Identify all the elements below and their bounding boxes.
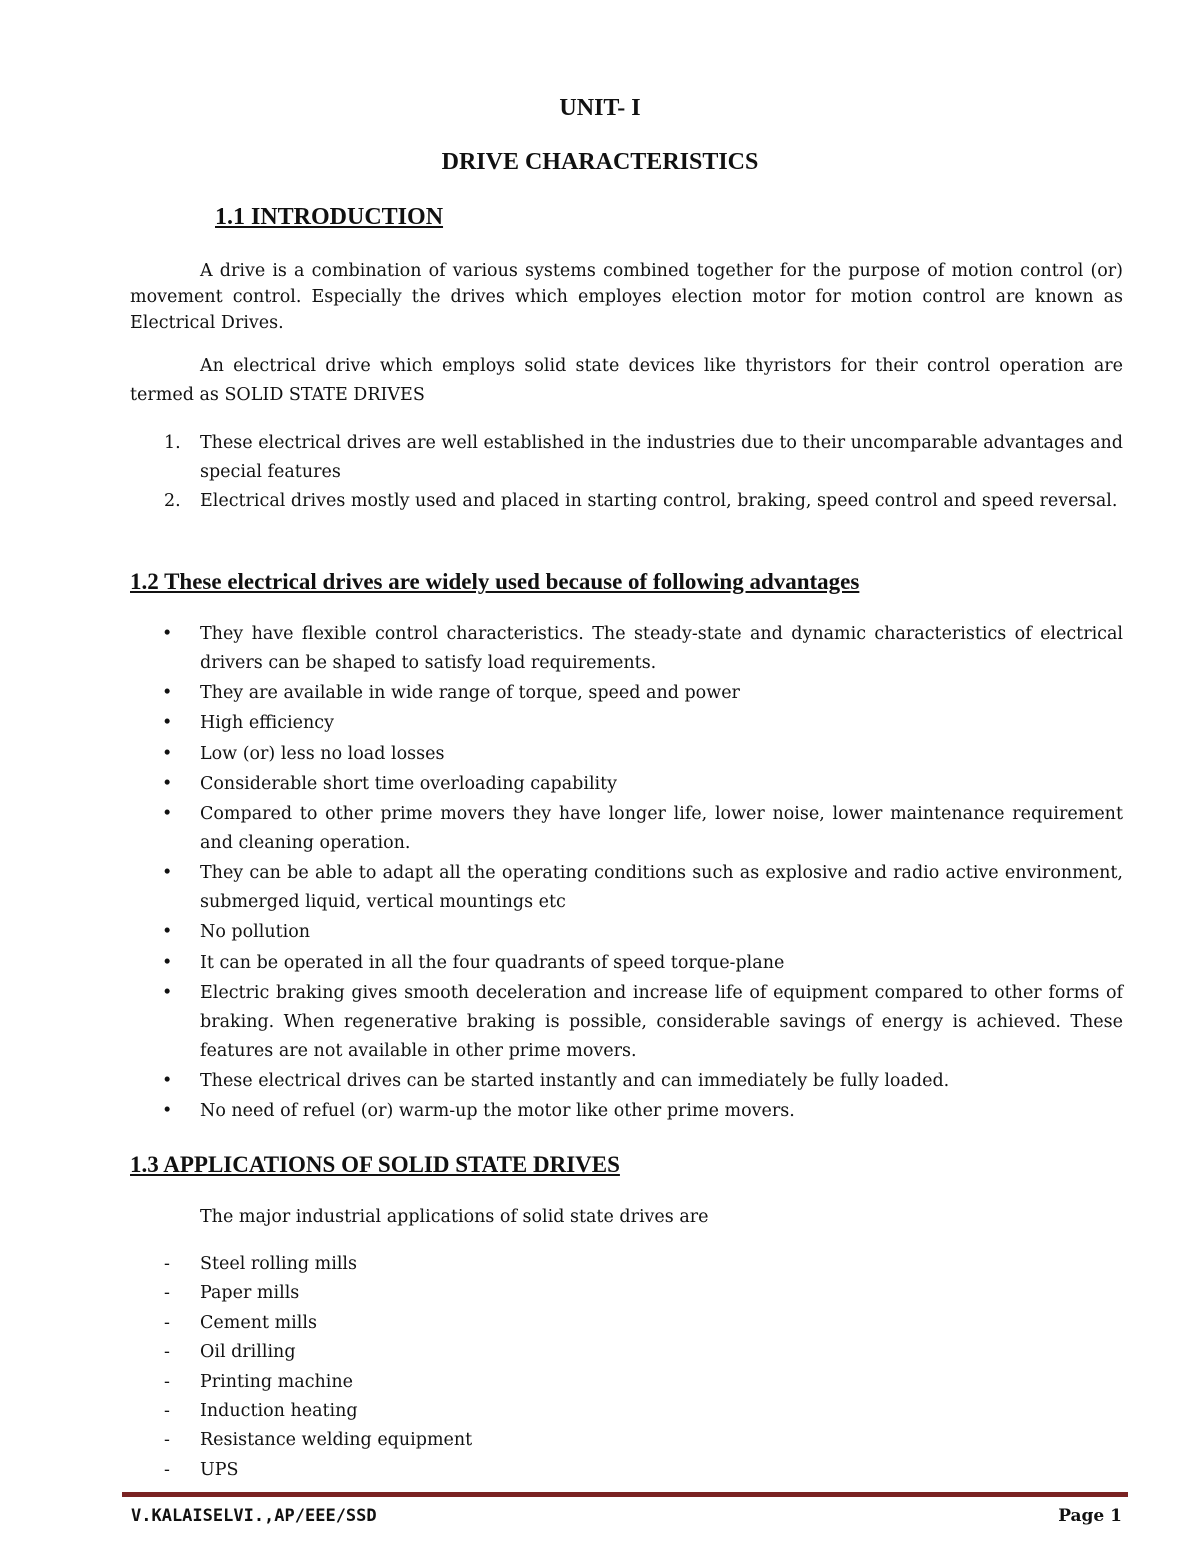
section-1-2-title: 1.2 These electrical drives are widely used because of following advantages xyxy=(130,569,860,594)
numbered-item xyxy=(130,487,1123,516)
bullet-marker: • xyxy=(162,863,173,884)
bullet-text: Low (or) less no load losses xyxy=(200,743,445,764)
application-text: UPS xyxy=(200,1459,239,1480)
application-text: Paper mills xyxy=(200,1283,300,1304)
dash-marker: - xyxy=(164,1283,170,1304)
bullet-item xyxy=(130,800,1123,858)
footer-rule xyxy=(122,1492,1128,1497)
dash-marker: - xyxy=(164,1371,170,1392)
bullet-marker: • xyxy=(162,743,173,764)
bullet-text: They have flexible control characteristics. The steady-state and dynamic characteristics of electrical drivers can be shaped to satisfy load requirements. xyxy=(200,624,1123,673)
bullet-text: Electric braking gives smooth deceleration and increase life of equipment compared to other forms of braking. When regenerative braking is possible, considerable savings of energy is achieved. These features are not available in other prime movers. xyxy=(200,982,1123,1061)
advantages-bullet-list xyxy=(130,620,1123,1127)
unit-heading: UNIT- I xyxy=(559,95,641,121)
applications-intro: The major industrial applications of solid state drives are xyxy=(200,1207,709,1227)
document-title: DRIVE CHARACTERISTICS xyxy=(441,149,759,175)
application-text: Resistance welding equipment xyxy=(200,1430,473,1451)
bullet-text: They can be able to adapt all the operating conditions such as explosive and radio active environment, submerged liquid, vertical mountings etc xyxy=(200,863,1123,913)
section-1-1-title: 1.1 INTRODUCTION xyxy=(215,204,444,230)
section-1-3-title: 1.3 APPLICATIONS OF SOLID STATE DRIVES xyxy=(130,1152,620,1177)
bullet-marker: • xyxy=(162,713,173,734)
application-item xyxy=(130,1397,1123,1426)
bullet-item xyxy=(130,770,1123,799)
application-item xyxy=(130,1456,1123,1485)
application-text: Induction heating xyxy=(200,1400,358,1421)
dash-marker: - xyxy=(164,1430,170,1451)
application-item xyxy=(130,1250,1123,1279)
application-text: Printing machine xyxy=(200,1371,353,1392)
numbered-item-text: Electrical drives mostly used and placed in starting control, braking, speed control and speed reversal. xyxy=(200,491,1118,511)
bullet-item xyxy=(130,859,1123,917)
bullet-text: No need of refuel (or) warm-up the motor like other prime movers. xyxy=(200,1101,795,1122)
bullet-marker: • xyxy=(162,803,173,824)
bullet-item xyxy=(130,1097,1123,1126)
bullet-marker: • xyxy=(162,922,173,943)
bullet-marker: • xyxy=(162,624,173,644)
bullet-marker: • xyxy=(162,683,173,704)
application-item xyxy=(130,1338,1123,1367)
bullet-item xyxy=(130,1067,1123,1096)
intro-paragraph-1: A drive is a combination of various systems combined together for the purpose of motion control (or) movement control. Especially the drives which employes election motor for motion control are known as Electrical Drives. xyxy=(130,261,1123,333)
bullet-item xyxy=(130,979,1123,1066)
number-marker: 1. xyxy=(164,433,181,453)
bullet-item xyxy=(130,679,1123,708)
applications-list xyxy=(130,1250,1123,1485)
dash-marker: - xyxy=(164,1459,170,1480)
bullet-text: No pollution xyxy=(200,922,311,943)
dash-marker: - xyxy=(164,1400,170,1421)
bullet-marker: • xyxy=(162,1070,173,1091)
bullet-text: These electrical drives can be started instantly and can immediately be fully loaded. xyxy=(200,1070,950,1091)
bullet-item xyxy=(130,918,1123,947)
bullet-text: Considerable short time overloading capability xyxy=(200,773,618,794)
application-item xyxy=(130,1279,1123,1308)
dash-marker: - xyxy=(164,1342,170,1363)
bullet-text: High efficiency xyxy=(200,713,334,734)
numbered-item-text: These electrical drives are well established in the industries due to their uncomparable advantages and special features xyxy=(200,433,1123,482)
numbered-item xyxy=(130,429,1123,487)
dash-marker: - xyxy=(164,1254,170,1274)
bullet-marker: • xyxy=(162,952,173,973)
bullet-item xyxy=(130,620,1123,678)
footer-author: V.KALAISELVI.,AP/EEE/SSD xyxy=(131,1506,377,1526)
application-text: Oil drilling xyxy=(200,1342,296,1363)
bullet-marker: • xyxy=(162,1101,173,1122)
bullet-text: It can be operated in all the four quadrants of speed torque-plane xyxy=(200,952,785,973)
advantages-numbered-list xyxy=(130,429,1123,516)
bullet-marker: • xyxy=(162,773,173,794)
footer-page-number: Page 1 xyxy=(1058,1506,1122,1526)
application-text: Cement mills xyxy=(200,1312,317,1333)
bullet-item xyxy=(130,949,1123,978)
bullet-marker: • xyxy=(162,982,173,1003)
application-item xyxy=(130,1368,1123,1397)
bullet-item xyxy=(130,740,1123,769)
application-item xyxy=(130,1426,1123,1455)
bullet-text: Compared to other prime movers they have longer life, lower noise, lower maintenance requirement and cleaning operation. xyxy=(200,803,1123,853)
application-item xyxy=(130,1309,1123,1338)
intro-paragraph-2: An electrical drive which employs solid state devices like thyristors for their control operation are termed as SOLID STATE DRIVES xyxy=(130,356,1123,405)
dash-marker: - xyxy=(164,1312,170,1333)
bullet-item xyxy=(130,709,1123,738)
bullet-text: They are available in wide range of torque, speed and power xyxy=(200,683,740,704)
application-text: Steel rolling mills xyxy=(200,1254,357,1274)
number-marker: 2. xyxy=(164,491,181,511)
